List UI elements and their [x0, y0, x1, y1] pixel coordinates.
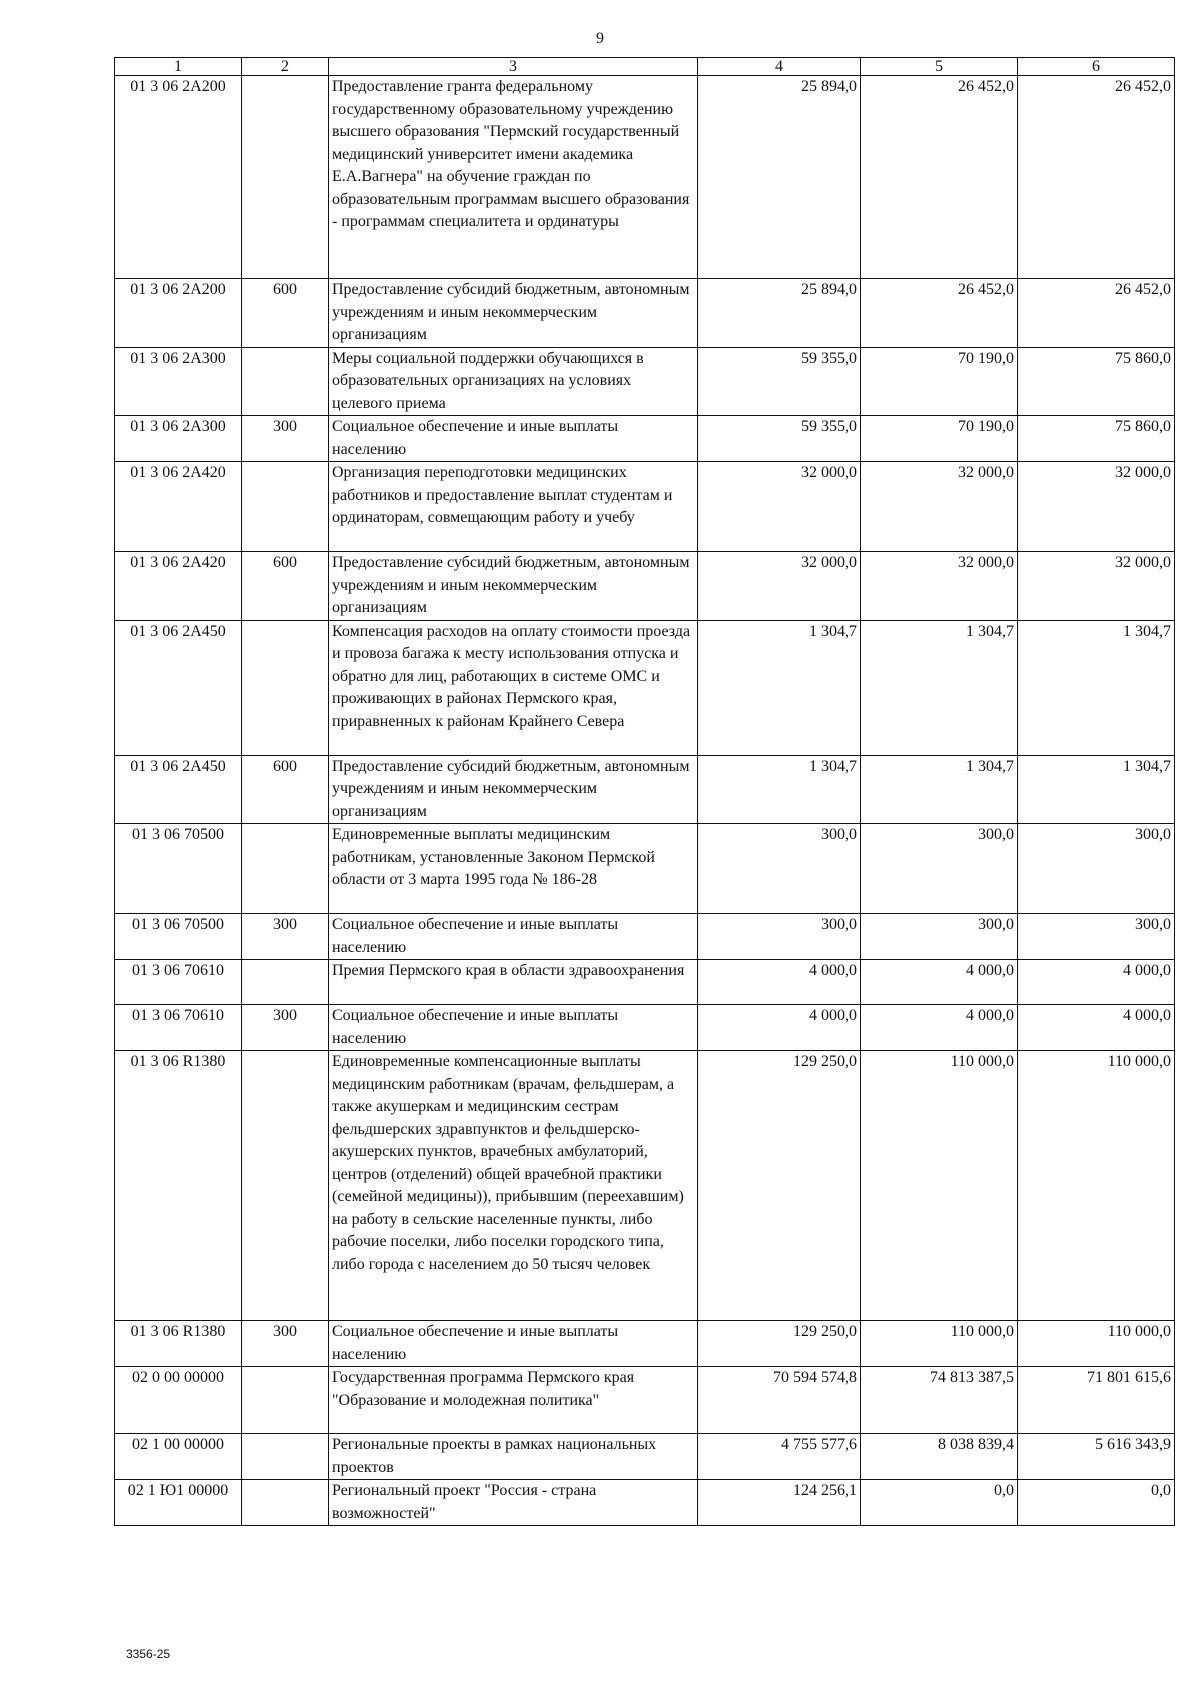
table-row [115, 960, 1175, 1005]
name-cell: Социальное обеспечение и иные выплаты населению [329, 416, 698, 462]
code-cell: 01 3 06 2А200 [115, 279, 242, 348]
value-cell: 300,0 [698, 914, 861, 960]
table-row [115, 824, 1175, 914]
value-cell: 300,0 [1018, 914, 1175, 960]
value-cell: 1 304,7 [698, 755, 861, 824]
value-cell: 110 000,0 [861, 1321, 1018, 1367]
name-cell: Предоставление субсидий бюджетным, автономным учреждениям и иным некоммерческим организациям [329, 755, 698, 824]
value-cell: 26 452,0 [861, 76, 1018, 279]
name-cell: Единовременные компенсационные выплаты медицинским работникам (врачам, фельдшерам, а также акушеркам и медицинским сестрам фельдшерских здравпунктов и фельдшерско-акушерских пунктов, врачебных амбулаторий, центров (отделений) общей врачебной практики (семейной медицины)), прибывшим (переехавшим) на работу в сельские населенные пункты, либо рабочие поселки, либо поселки городского типа, либо города с населением до 50 тысяч человек [329, 1051, 698, 1321]
value-cell: 129 250,0 [698, 1321, 861, 1367]
name-cell: Меры социальной поддержки обучающихся в образовательных организациях на условиях целевого приема [329, 347, 698, 416]
value-cell: 32 000,0 [1018, 552, 1175, 621]
table-row [115, 76, 1175, 279]
header-cell: 6 [1018, 58, 1175, 76]
code-cell: 02 1 00 00000 [115, 1434, 242, 1480]
document-code: 3356-25 [126, 1647, 171, 1661]
code-cell: 02 0 00 00000 [115, 1367, 242, 1434]
type-cell [242, 620, 329, 755]
value-cell: 75 860,0 [1018, 416, 1175, 462]
value-cell: 26 452,0 [1018, 76, 1175, 279]
type-cell: 300 [242, 914, 329, 960]
value-cell: 4 755 577,6 [698, 1434, 861, 1480]
type-cell: 300 [242, 416, 329, 462]
table-row [115, 416, 1175, 462]
header-cell: 1 [115, 58, 242, 76]
code-cell: 01 3 06 2А300 [115, 347, 242, 416]
type-cell [242, 1051, 329, 1321]
value-cell: 4 000,0 [1018, 960, 1175, 1005]
value-cell: 110 000,0 [861, 1051, 1018, 1321]
value-cell: 1 304,7 [1018, 755, 1175, 824]
page-number: 9 [596, 30, 604, 47]
table-header-row [115, 58, 1175, 76]
value-cell: 0,0 [1018, 1480, 1175, 1526]
value-cell: 70 190,0 [861, 416, 1018, 462]
value-cell: 26 452,0 [861, 279, 1018, 348]
value-cell: 74 813 387,5 [861, 1367, 1018, 1434]
type-cell [242, 824, 329, 914]
value-cell: 110 000,0 [1018, 1321, 1175, 1367]
table-row [115, 755, 1175, 824]
table-row [115, 552, 1175, 621]
type-cell [242, 1480, 329, 1526]
value-cell: 70 594 574,8 [698, 1367, 861, 1434]
value-cell: 300,0 [1018, 824, 1175, 914]
value-cell: 300,0 [698, 824, 861, 914]
value-cell: 1 304,7 [698, 620, 861, 755]
value-cell: 32 000,0 [861, 552, 1018, 621]
value-cell: 25 894,0 [698, 279, 861, 348]
name-cell: Государственная программа Пермского края "Образование и молодежная политика" [329, 1367, 698, 1434]
table-row [115, 347, 1175, 416]
code-cell: 01 3 06 R1380 [115, 1051, 242, 1321]
value-cell: 70 190,0 [861, 347, 1018, 416]
value-cell: 25 894,0 [698, 76, 861, 279]
value-cell: 59 355,0 [698, 416, 861, 462]
value-cell: 0,0 [861, 1480, 1018, 1526]
type-cell: 600 [242, 755, 329, 824]
value-cell: 4 000,0 [698, 1005, 861, 1051]
table-row [115, 914, 1175, 960]
type-cell: 300 [242, 1321, 329, 1367]
header-cell: 4 [698, 58, 861, 76]
value-cell: 32 000,0 [698, 462, 861, 552]
type-cell [242, 960, 329, 1005]
type-cell [242, 76, 329, 279]
value-cell: 110 000,0 [1018, 1051, 1175, 1321]
budget-table [114, 57, 1175, 1526]
type-cell [242, 1434, 329, 1480]
name-cell: Премия Пермского края в области здравоохранения [329, 960, 698, 1005]
name-cell: Организация переподготовки медицинских работников и предоставление выплат студентам и ординаторам, совмещающим работу и учебу [329, 462, 698, 552]
value-cell: 300,0 [861, 914, 1018, 960]
header-cell: 2 [242, 58, 329, 76]
name-cell: Предоставление субсидий бюджетным, автономным учреждениям и иным некоммерческим организациям [329, 552, 698, 621]
code-cell: 01 3 06 2А450 [115, 620, 242, 755]
value-cell: 59 355,0 [698, 347, 861, 416]
table-row [115, 1367, 1175, 1434]
header-cell: 3 [329, 58, 698, 76]
value-cell: 4 000,0 [1018, 1005, 1175, 1051]
header-cell: 5 [861, 58, 1018, 76]
table-row [115, 462, 1175, 552]
code-cell: 01 3 06 2А450 [115, 755, 242, 824]
value-cell: 5 616 343,9 [1018, 1434, 1175, 1480]
table-row [115, 1321, 1175, 1367]
code-cell: 02 1 Ю1 00000 [115, 1480, 242, 1526]
value-cell: 32 000,0 [698, 552, 861, 621]
name-cell: Региональные проекты в рамках национальных проектов [329, 1434, 698, 1480]
name-cell: Социальное обеспечение и иные выплаты населению [329, 914, 698, 960]
value-cell: 8 038 839,4 [861, 1434, 1018, 1480]
value-cell: 129 250,0 [698, 1051, 861, 1321]
code-cell: 01 3 06 70500 [115, 824, 242, 914]
type-cell [242, 1367, 329, 1434]
code-cell: 01 3 06 2А420 [115, 552, 242, 621]
value-cell: 300,0 [861, 824, 1018, 914]
value-cell: 32 000,0 [861, 462, 1018, 552]
table-row [115, 1434, 1175, 1480]
value-cell: 1 304,7 [1018, 620, 1175, 755]
name-cell: Региональный проект "Россия - страна возможностей" [329, 1480, 698, 1526]
table-row [115, 620, 1175, 755]
code-cell: 01 3 06 70610 [115, 960, 242, 1005]
name-cell: Предоставление гранта федеральному государственному образовательному учреждению высшего образования "Пермский государственный медицинский университет имени академика Е.А.Вагнера" на обучение граждан по образовательным программам высшего образования - программам специалитета и ординатуры [329, 76, 698, 279]
type-cell: 600 [242, 552, 329, 621]
value-cell: 71 801 615,6 [1018, 1367, 1175, 1434]
table-row [115, 1005, 1175, 1051]
type-cell [242, 347, 329, 416]
table-row [115, 1051, 1175, 1321]
value-cell: 32 000,0 [1018, 462, 1175, 552]
value-cell: 4 000,0 [698, 960, 861, 1005]
type-cell [242, 462, 329, 552]
code-cell: 01 3 06 2А200 [115, 76, 242, 279]
name-cell: Компенсация расходов на оплату стоимости проезда и провоза багажа к месту использования отпуска и обратно для лиц, работающих в системе ОМС и проживающих в районах Пермского края, приравненных к районам Крайнего Севера [329, 620, 698, 755]
code-cell: 01 3 06 R1380 [115, 1321, 242, 1367]
value-cell: 4 000,0 [861, 960, 1018, 1005]
code-cell: 01 3 06 2А420 [115, 462, 242, 552]
type-cell: 600 [242, 279, 329, 348]
name-cell: Социальное обеспечение и иные выплаты населению [329, 1321, 698, 1367]
value-cell: 1 304,7 [861, 755, 1018, 824]
value-cell: 4 000,0 [861, 1005, 1018, 1051]
table-row [115, 1480, 1175, 1526]
table-row [115, 279, 1175, 348]
name-cell: Социальное обеспечение и иные выплаты населению [329, 1005, 698, 1051]
code-cell: 01 3 06 70500 [115, 914, 242, 960]
code-cell: 01 3 06 2А300 [115, 416, 242, 462]
value-cell: 26 452,0 [1018, 279, 1175, 348]
value-cell: 124 256,1 [698, 1480, 861, 1526]
name-cell: Единовременные выплаты медицинским работникам, установленные Законом Пермской области от 3 марта 1995 года № 186-28 [329, 824, 698, 914]
value-cell: 1 304,7 [861, 620, 1018, 755]
value-cell: 75 860,0 [1018, 347, 1175, 416]
type-cell: 300 [242, 1005, 329, 1051]
name-cell: Предоставление субсидий бюджетным, автономным учреждениям и иным некоммерческим организациям [329, 279, 698, 348]
code-cell: 01 3 06 70610 [115, 1005, 242, 1051]
